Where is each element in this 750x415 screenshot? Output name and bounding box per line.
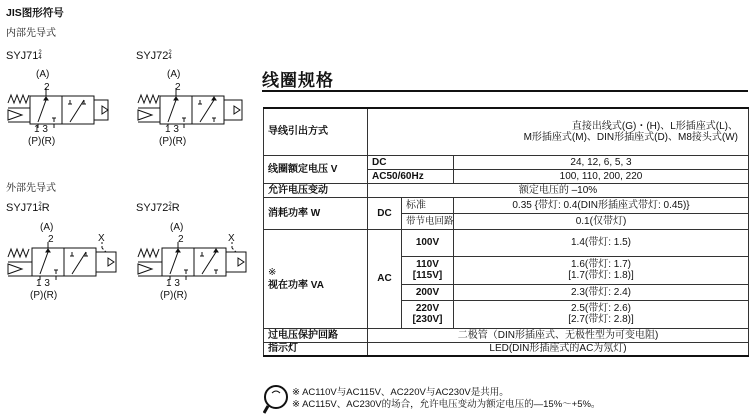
va-voltage: 200V [402,284,454,300]
valve-symbol-graphic [130,0,255,150]
va-value: 1.4(带灯: 1.5) [454,229,749,256]
valve-symbol-graphic [132,152,257,302]
port-2-label: 2 [178,234,184,245]
port-2-label: 2 [44,82,50,93]
va-voltage: 220V [230V] [402,300,454,328]
port-a-label: (A) [167,69,181,80]
fluctuation-label: 允许电压变动 [264,183,368,197]
table-row [264,342,749,356]
lead-label: 导线引出方式 [264,108,368,155]
power-save-label: 带节电回路 [402,213,454,229]
port-x-label: X [98,233,105,244]
va-voltage: 100V [402,229,454,256]
table-row [264,183,749,197]
surge-value: 二极管（DIN形插座式、无极性型为可变电阻) [368,328,749,342]
power-w-dc: DC [368,197,402,229]
voltage-ac-value: 100, 110, 200, 220 [454,169,749,183]
note-item: ※ AC115V、AC230V的场合，允许电压变动为额定电压的—15%～+5%。 [292,399,601,410]
power-va-ac: AC [368,229,402,328]
port-x-label: X [228,233,235,244]
notes [292,387,600,411]
jis-title: JIS图形符号 [6,7,64,19]
note-item: ※ AC110V与AC115V、AC220V与AC230V是共用。 [292,387,509,398]
voltage-dc: DC [368,155,454,169]
model-label: SYJ722 4 [136,50,172,62]
coil-spec-table [263,107,749,357]
va-value: 1.6(带灯: 1.7) [1.7(带灯: 1.8)] [454,256,749,284]
surge-label: 过电压保护回路 [264,328,368,342]
power-va-label: ※ 视在功率 VA [264,229,368,328]
spec-title: 线圈规格 [262,71,334,90]
lead-value: 直接出线式(G)・(H)、L形插座式(L)、 M形插座式(M)、DIN形插座式(D)、M8接头式(W) [368,108,749,155]
valve-symbol-graphic [2,152,127,302]
table-row [264,155,749,169]
power-w-label: 消耗功率 W [264,197,368,229]
port-numbers: 1 3 [165,124,179,135]
model-label: SYJ722 4R [136,202,180,214]
valve-symbol-graphic [0,0,120,150]
port-2-label: 2 [175,82,181,93]
port-2-label: 2 [48,234,54,245]
port-a-label: (A) [40,222,54,233]
port-a-label: (A) [36,69,50,80]
power-std-value: 0.35 {带灯: 0.4(DIN形插座式带灯: 0.45)} [454,197,749,213]
port-letters: (P)(R) [30,290,58,301]
fluctuation-value: 额定电压的 –10% [368,183,749,197]
port-numbers: 1 3 [34,124,48,135]
table-row [264,108,749,155]
title-divider [262,90,748,92]
port-a-label: (A) [170,222,184,233]
model-label: SYJ712 4 [6,50,42,62]
voltage-label: 线圈额定电压 V [264,155,368,183]
indicator-value: LED(DIN形插座式的AC为氖灯) [368,342,749,356]
power-std-label: 标准 [402,197,454,213]
model-label: SYJ712 4R [6,202,50,214]
va-voltage: 110V [115V] [402,256,454,284]
port-numbers: 1 3 [36,278,50,289]
voltage-dc-value: 24, 12, 6, 5, 3 [454,155,749,169]
power-save-value: 0.1(仅带灯) [454,213,749,229]
port-numbers: 1 3 [166,278,180,289]
external-pilot-title: 外部先导式 [6,183,56,194]
indicator-label: 指示灯 [264,342,368,356]
va-value: 2.5(带灯: 2.6) [2.7(带灯: 2.8)] [454,300,749,328]
port-letters: (P)(R) [159,136,187,147]
voltage-ac: AC50/60Hz [368,169,454,183]
table-row [264,328,749,342]
internal-pilot-title: 内部先导式 [6,28,56,39]
table-row [264,197,749,213]
port-letters: (P)(R) [28,136,56,147]
table-row [264,229,749,256]
va-value: 2.3(带灯: 2.4) [454,284,749,300]
magnifier-icon [263,384,291,415]
port-letters: (P)(R) [160,290,188,301]
